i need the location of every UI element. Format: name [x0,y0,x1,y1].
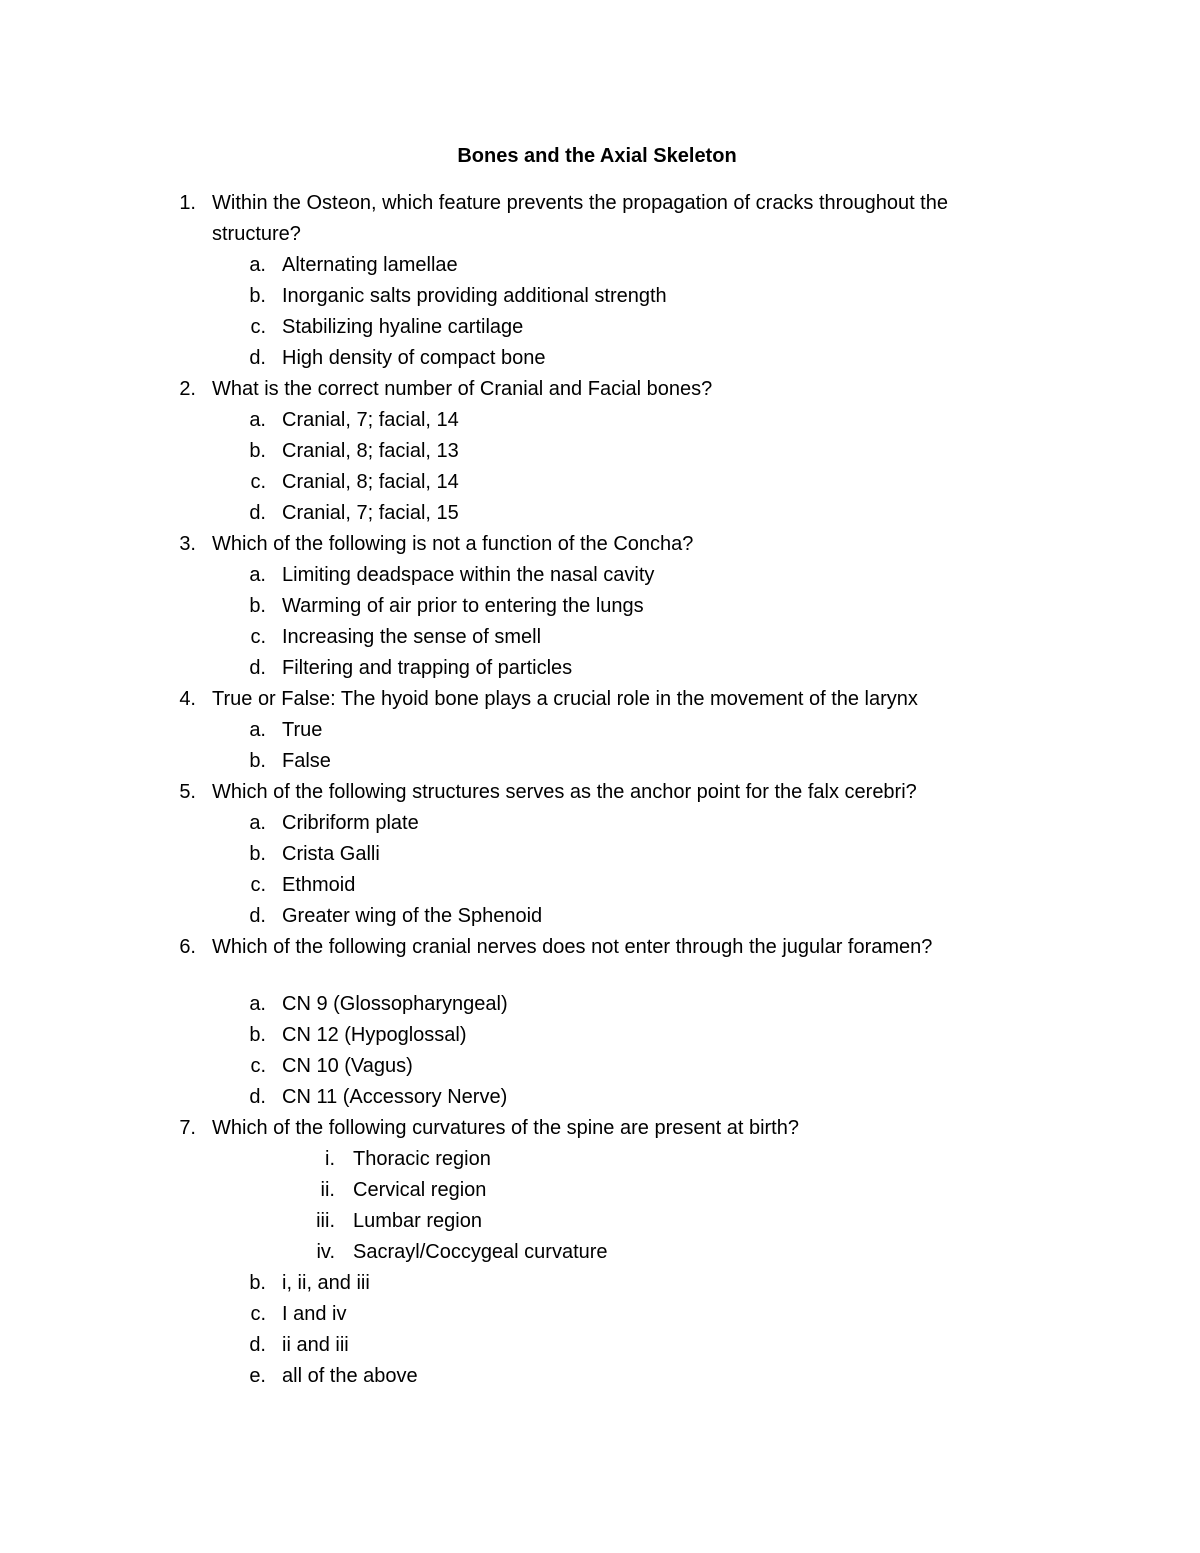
question-number: 3. [179,533,196,555]
option-text: i, ii, and iii [282,1272,370,1294]
option-text: False [282,750,331,772]
option-letter: a. [249,812,266,834]
question-line [0,684,1200,715]
option-letter: a. [249,409,266,431]
option-letter: a. [249,564,266,586]
question-line [0,374,1200,405]
option-letter: c. [250,471,266,493]
roman-numeral: iii. [316,1210,335,1232]
answer-option [0,436,1200,467]
question-line [0,1113,1200,1144]
option-text: Inorganic salts providing additional strength [282,285,667,307]
option-text: Filtering and trapping of particles [282,657,573,679]
answer-option [0,1082,1200,1113]
question-number: 4. [179,688,196,710]
answer-option [0,560,1200,591]
option-text: High density of compact bone [282,347,546,369]
answer-option [0,467,1200,498]
roman-numeral: i. [325,1148,335,1170]
question-text: What is the correct number of Cranial and Facial bones? [212,378,713,400]
question-text: Which of the following structures serves as the anchor point for the falx cerebri? [212,781,917,803]
option-letter: c. [250,1303,266,1325]
answer-option [0,622,1200,653]
answer-option [0,653,1200,684]
option-letter: a. [249,719,266,741]
question-list [0,188,1200,1392]
option-letter: d. [249,347,266,369]
option-text: Cranial, 7; facial, 14 [282,409,459,431]
answer-option [0,250,1200,281]
answer-option [0,715,1200,746]
option-text: Cranial, 7; facial, 15 [282,502,459,524]
option-text: CN 9 (Glossopharyngeal) [282,993,508,1015]
option-letter: b. [249,440,266,462]
option-text: CN 10 (Vagus) [282,1055,413,1077]
option-letter: d. [249,1086,266,1108]
option-letter: d. [249,502,266,524]
answer-option [0,1361,1200,1392]
option-letter: d. [249,1334,266,1356]
answer-option [0,1299,1200,1330]
question-line [0,777,1200,808]
answer-option [0,1020,1200,1051]
roman-item [0,1175,1200,1206]
question-text: Within the Osteon, which feature prevents the propagation of cracks throughout the [212,192,948,214]
answer-option [0,1330,1200,1361]
blank-gap [0,963,1200,989]
answer-option [0,808,1200,839]
question-text: Which of the following cranial nerves does not enter through the jugular foramen? [212,936,933,958]
question-number: 7. [179,1117,196,1139]
option-text: all of the above [282,1365,418,1387]
option-letter: d. [249,905,266,927]
roman-item-text: Thoracic region [353,1148,491,1170]
roman-item [0,1237,1200,1268]
roman-numeral: ii. [320,1179,335,1201]
option-letter: b. [249,1024,266,1046]
roman-item [0,1206,1200,1237]
option-text: Greater wing of the Sphenoid [282,905,543,927]
option-letter: b. [249,843,266,865]
answer-option [0,498,1200,529]
question-text: Which of the following is not a function of the Concha? [212,533,694,555]
option-letter: d. [249,657,266,679]
roman-item-text: Cervical region [353,1179,487,1201]
option-text: Stabilizing hyaline cartilage [282,316,524,338]
option-text: Limiting deadspace within the nasal cavity [282,564,655,586]
option-letter: c. [250,316,266,338]
answer-option [0,901,1200,932]
question-number: 1. [179,192,196,214]
page-title: Bones and the Axial Skeleton [457,145,737,167]
option-text: ii and iii [282,1334,349,1356]
question-line [0,188,1200,219]
answer-option [0,312,1200,343]
answer-option [0,1268,1200,1299]
question-text: structure? [212,223,301,245]
option-letter: c. [250,626,266,648]
roman-item-text: Lumbar region [353,1210,482,1232]
option-text: Alternating lamellae [282,254,458,276]
option-text: True [282,719,323,741]
answer-option [0,343,1200,374]
option-text: CN 11 (Accessory Nerve) [282,1086,508,1108]
option-letter: a. [249,254,266,276]
option-text: Cranial, 8; facial, 14 [282,471,459,493]
option-text: I and iv [282,1303,347,1325]
answer-option [0,281,1200,312]
answer-option [0,591,1200,622]
option-text: Cranial, 8; facial, 13 [282,440,459,462]
option-text: Increasing the sense of smell [282,626,542,648]
question-line [0,219,1200,250]
question-number: 6. [179,936,196,958]
option-letter: c. [250,1055,266,1077]
option-letter: b. [249,595,266,617]
question-number: 5. [179,781,196,803]
option-letter: b. [249,285,266,307]
option-text: Crista Galli [282,843,380,865]
option-letter: a. [249,993,266,1015]
option-letter: c. [250,874,266,896]
answer-option [0,870,1200,901]
option-text: Ethmoid [282,874,356,896]
option-text: Warming of air prior to entering the lungs [282,595,644,617]
roman-item-text: Sacrayl/Coccygeal curvature [353,1241,608,1263]
question-number: 2. [179,378,196,400]
roman-numeral: iv. [316,1241,335,1263]
option-letter: b. [249,1272,266,1294]
answer-option [0,405,1200,436]
roman-item [0,1144,1200,1175]
answer-option [0,746,1200,777]
question-text: Which of the following curvatures of the spine are present at birth? [212,1117,799,1139]
question-line [0,932,1200,963]
question-text: True or False: The hyoid bone plays a crucial role in the movement of the larynx [212,688,918,710]
question-line [0,529,1200,560]
option-letter: b. [249,750,266,772]
answer-option [0,989,1200,1020]
option-text: Cribriform plate [282,812,419,834]
option-text: CN 12 (Hypoglossal) [282,1024,467,1046]
option-letter: e. [249,1365,266,1387]
answer-option [0,839,1200,870]
answer-option [0,1051,1200,1082]
